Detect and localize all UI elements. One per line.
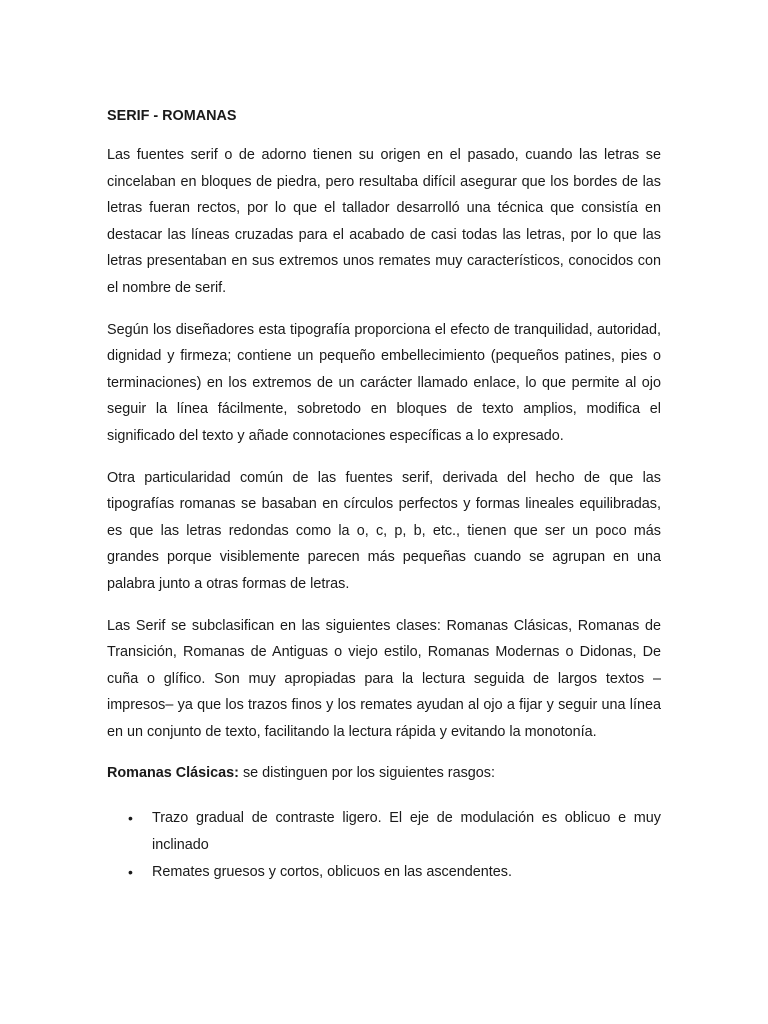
list-item (107, 805, 661, 858)
paragraph-subclassification: Las Serif se subclasifican en las siguientes clases: Romanas Clásicas, Romanas de Transición, Romanas de Antiguas o viejo estilo, Romanas Modernas o Didonas, De cuña o glífico. Son muy apropiadas para la lectura seguida de largos textos – impresos– ya que los trazos finos y los remates ayudan al ojo a fijar y seguir una línea en un conjunto de texto, facilitando la lectura rápida y evitando la monotonía. (107, 617, 661, 740)
list-item-text: Remates gruesos y cortos, oblicuos en las ascendentes. (152, 864, 512, 881)
document-page (107, 105, 661, 887)
paragraph-origin: Las fuentes serif o de adorno tienen su origen en el pasado, cuando las letras se cincelaban en bloques de piedra, pero resultaba difícil asegurar que los bordes de las letras fueran rectos, por lo que el tallador desarrolló una técnica que consistía en destacar las líneas cruzadas para el acabado de casi todas las letras, por lo que las letras presentaban en sus extremos unos remates muy característicos, conocidos con el nombre de serif. (107, 147, 661, 296)
list-item (107, 859, 661, 886)
bullet-icon: • (128, 810, 133, 827)
section-heading: Romanas Clásicas: (107, 765, 239, 782)
section-intro-text: se distinguen por los siguientes rasgos: (238, 765, 495, 782)
bullet-icon: • (128, 864, 133, 881)
section-intro (107, 760, 661, 787)
feature-list (107, 805, 661, 886)
document-title: SERIF - ROMANAS (107, 108, 237, 124)
list-item-text: Trazo gradual de contraste ligero. El eje de modulación es oblicuo e muy inclinado (152, 810, 661, 853)
paragraph-designers: Según los diseñadores esta tipografía proporciona el efecto de tranquilidad, autoridad, dignidad y firmeza; contiene un pequeño embellecimiento (pequeños patines, pies o terminaciones) en los extremos de un carácter llamado enlace, lo que permite al ojo seguir la línea fácilmente, sobretodo en bloques de texto amplios, modifica el significado del texto y añade connotaciones específicas a lo expresado. (107, 321, 661, 444)
paragraph-particularity: Otra particularidad común de las fuentes serif, derivada del hecho de que las tipografías romanas se basaban en círculos perfectos y formas lineales equilibradas, es que las letras redondas como la o, c, p, b, etc., tienen que ser un poco más grandes porque visiblemente parecen más pequeñas cuando se agrupan en una palabra junto a otras formas de letras. (107, 469, 661, 592)
